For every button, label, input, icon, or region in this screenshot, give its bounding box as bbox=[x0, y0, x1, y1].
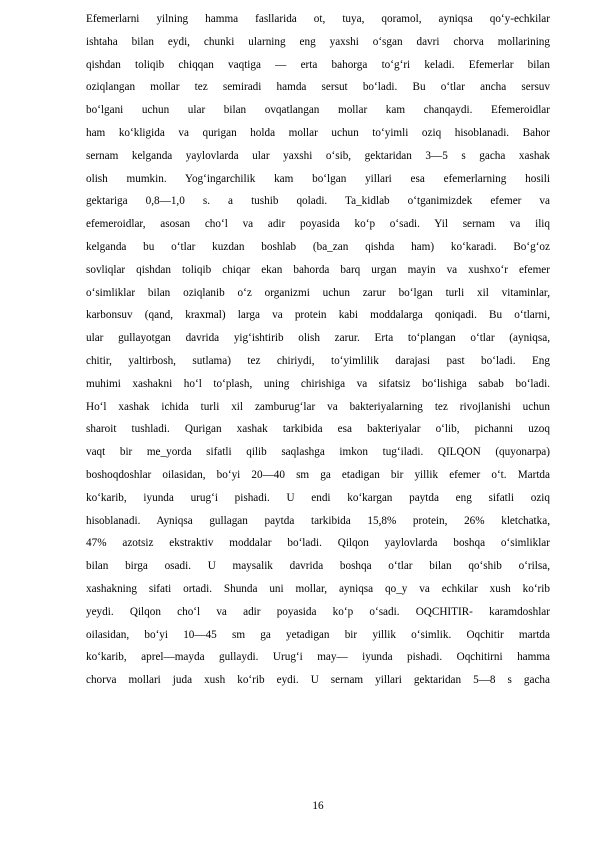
text-line: ishtaha bilan eydi, chunki ularning eng yaxshi o‘sgan davri chorva mollarining bbox=[86, 35, 550, 48]
text-line: o‘simliklar bilan oziqlanib o‘z organizmi uchun zarur bo‘lgan turli xil vitaminlar, bbox=[86, 286, 550, 299]
text-line: vaqt bir me_yorda sifatli qilib saqlashga imkon tug‘iladi. QILQON (quyonarpa) bbox=[86, 446, 550, 459]
text-line: muhimi xashakni ho‘l to‘plash, uning chirishiga va sifatsiz bo‘lishiga sabab bo‘ladi. bbox=[86, 377, 550, 390]
text-line: ular gullayotgan davrida yig‘ishtirib olish zarur. Erta to‘plangan o‘tlar (ayniqsa, bbox=[86, 332, 550, 345]
text-line: bo‘lgani uchun ular bilan ovqatlangan mollar kam chanqaydi. Efemeroidlar bbox=[86, 104, 550, 117]
text-line: chitir, yaltirbosh, sutlama) tez chiriydi, to‘yimlilik darajasi past bo‘ladi. Eng bbox=[86, 354, 550, 367]
text-line: 47% azotsiz ekstraktiv moddalar bo‘ladi. Qilqon yaylovlarda boshqa o‘simliklar bbox=[86, 537, 550, 550]
text-line: ko‘karib, iyunda urug‘i pishadi. U endi ko‘kargan paytda eng sifatli oziq bbox=[86, 491, 550, 504]
text-line: sharoit tushladi. Qurigan xashak tarkibida esa bakteriyalar o‘lib, pichanni uzoq bbox=[86, 423, 550, 436]
document-page bbox=[86, 0, 550, 842]
text-line: Efemerlarni yilning hamma fasllarida ot, tuya, qoramol, ayniqsa qo‘y-echkilar bbox=[86, 13, 550, 25]
text-line: bilan birga osadi. U maysalik davrida boshqa o‘tlar bilan qo‘shib o‘rilsa, bbox=[86, 560, 550, 573]
text-line: oziqlangan mollar tez semiradi hamda sersut bo‘ladi. Bu o‘tlar ancha sersuv bbox=[86, 81, 550, 94]
text-line: kelganda bu o‘tlar kuzdan boshlab (ba_zan qishda ham) ko‘karadi. Bo‘g‘oz bbox=[86, 240, 550, 253]
text-line: efemeroidlar, asosan cho‘l va adir poyasida ko‘p o‘sadi. Yil sernam va iliq bbox=[86, 218, 550, 231]
text-line: ham ko‘kligida va qurigan holda mollar uchun to‘yimli oziq hisoblanadi. Bahor bbox=[86, 126, 550, 139]
text-line: oilasidan, bo‘yi 10—45 sm ga yetadigan bir yillik o‘simlik. Oqchitir martda bbox=[86, 628, 550, 641]
text-line: chorva mollari juda xush ko‘rib eydi. U sernam yillari gektaridan 5—8 s gacha bbox=[86, 674, 550, 687]
text-line: xashakning sifati ortadi. Shunda uni mollar, ayniqsa qo_y va echkilar xush ko‘rib bbox=[86, 582, 550, 595]
text-line: gektariga 0,8—1,0 s. a tushib qoladi. Ta_kidlab o‘tganimizdek efemer va bbox=[86, 195, 550, 208]
text-line: sernam kelganda yaylovlarda ular yaxshi o‘sib, gektaridan 3—5 s gacha xashak bbox=[86, 149, 550, 162]
text-line: ko‘karib, aprel—mayda gullaydi. Urug‘i may— iyunda pishadi. Oqchitirni hamma bbox=[86, 651, 550, 664]
text-line: yeydi. Qilqon cho‘l va adir poyasida ko‘p o‘sadi. OQCHITIR- karamdoshlar bbox=[86, 605, 550, 618]
text-line: qishdan toliqib chiqqan vaqtiga — erta bahorga to‘g‘ri keladi. Efemerlar bilan bbox=[86, 58, 550, 71]
text-line: hisoblanadi. Ayniqsa gullagan paytda tarkibida 15,8% protein, 26% kletchatka, bbox=[86, 514, 550, 527]
text-line: boshoqdoshlar oilasidan, bo‘yi 20—40 sm ga etadigan bir yillik efemer o‘t. Martda bbox=[86, 468, 550, 481]
text-line: olish mumkin. Yog‘ingarchilik kam bo‘lgan yillari esa efemerlarning hosili bbox=[86, 172, 550, 185]
text-line: karbonsuv (qand, kraxmal) larga va protein kabi moddalarga qoniqadi. Bu o‘tlarni, bbox=[86, 309, 550, 322]
text-line: sovliqlar qishdan toliqib chiqar ekan bahorda barq urgan mayin va xushxo‘r efemer bbox=[86, 263, 550, 276]
text-line: Ho‘l xashak ichida turli xil zamburug‘lar va bakteriyalarning tez rivojlanishi uchun bbox=[86, 400, 550, 413]
body-text bbox=[86, 8, 550, 692]
page-number: 16 bbox=[312, 800, 324, 812]
